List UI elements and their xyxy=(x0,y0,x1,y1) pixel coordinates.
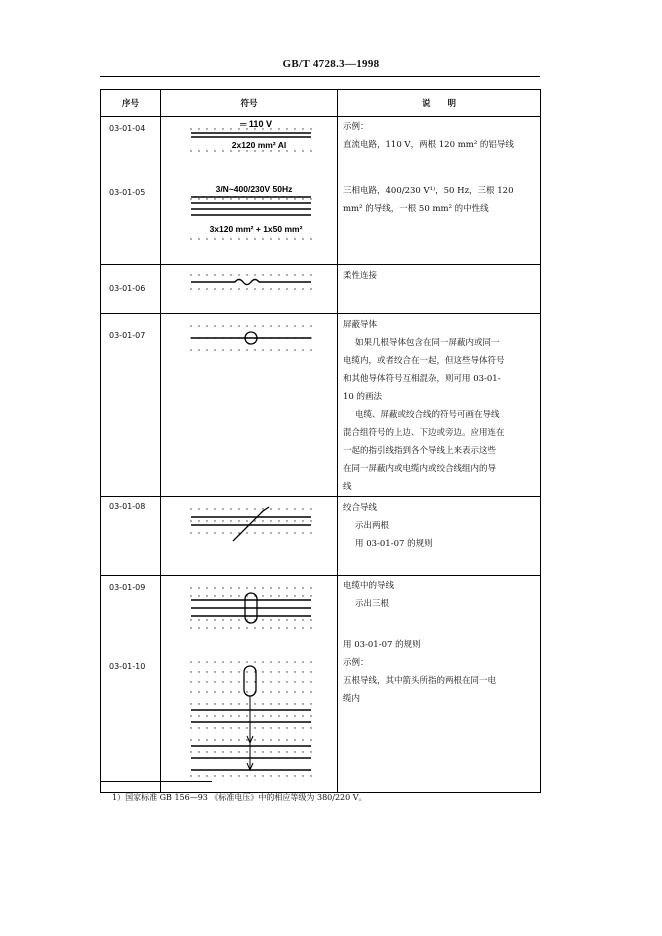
col-symbol-header: 符号 xyxy=(161,90,338,117)
symbol-cell xyxy=(161,497,338,576)
page-header: GB/T 4728.3—1998 xyxy=(282,58,380,70)
desc-line: 示例： xyxy=(343,122,369,132)
desc-line: mm² 的导线，一根 50 mm² 的中性线 xyxy=(343,204,489,214)
desc-line: 混合组符号的上边、下边或旁边。应用连在 xyxy=(343,428,505,438)
row-id: 03-01-06 xyxy=(109,284,146,293)
row-id: 03-01-04 xyxy=(109,124,146,133)
row-number-cell xyxy=(101,265,161,314)
row-id: 03-01-10 xyxy=(109,662,146,671)
table-row xyxy=(101,265,541,314)
desc-line: 缆内 xyxy=(343,694,361,704)
footnote-rule xyxy=(100,781,212,782)
col-number-header: 序号 xyxy=(101,90,161,117)
desc-line: 线 xyxy=(343,482,352,492)
shielded-conductor-symbol xyxy=(161,314,338,486)
dc-voltage-label: ═ 110 V xyxy=(240,119,272,129)
desc-cell xyxy=(338,314,541,497)
dc-circuit-symbol xyxy=(161,117,338,261)
row-number-cell xyxy=(101,497,161,576)
desc-line: 用 03-01-07 的规则 xyxy=(355,539,433,549)
dc-conductor-label: 2x120 mm² Al xyxy=(231,140,287,150)
twisted-conductor-symbol xyxy=(161,497,338,572)
desc-line: 五根导线，其中箭头所指的两根在同一电 xyxy=(343,676,497,686)
desc-line: 在同一屏蔽内或电缆内或绞合线组内的导 xyxy=(343,464,497,474)
desc-line: 示例： xyxy=(343,658,369,668)
symbol-cell xyxy=(161,117,338,265)
symbol-table xyxy=(100,89,541,793)
table-row xyxy=(101,117,541,265)
footnote: 1）国家标准 GB 156—93 《标准电压》中的相应等级为 380/220 V。 xyxy=(112,793,367,802)
desc-cell xyxy=(338,497,541,576)
symbol-cell xyxy=(161,265,338,314)
row-id: 03-01-09 xyxy=(109,583,146,592)
desc-cell xyxy=(338,265,541,314)
desc-line: 屏蔽导体 xyxy=(343,320,378,330)
table-row xyxy=(101,576,541,793)
header-rule xyxy=(100,76,540,77)
table-row xyxy=(101,314,541,497)
desc-line: 如果几根导体包含在同一屏蔽内或同一 xyxy=(355,338,500,348)
desc-line: 示出两根 xyxy=(355,521,390,531)
desc-line: 和其他导体符号互相混杂，则可用 03-01- xyxy=(343,374,501,384)
row-id: 03-01-05 xyxy=(109,188,146,197)
flexible-connection-symbol xyxy=(161,265,338,310)
desc-line: 直流电路，110 V，两根 120 mm² 的铝导线 xyxy=(343,140,514,150)
row-number-cell xyxy=(101,314,161,497)
desc-line: 一起的指引线指到各个导线上来表示这些 xyxy=(343,446,497,456)
symbol-cell xyxy=(161,314,338,497)
row-id: 03-01-07 xyxy=(109,331,146,340)
desc-line: 电缆、屏蔽或绞合线的符号可画在导线 xyxy=(355,410,500,420)
desc-line: 示出三根 xyxy=(355,599,390,609)
ac-voltage-label: 3/N~400/230V 50Hz xyxy=(215,184,293,194)
row-id: 03-01-08 xyxy=(109,502,146,511)
desc-cell xyxy=(338,117,541,265)
desc-line: 绞合导线 xyxy=(343,503,378,513)
desc-line: 柔性连接 xyxy=(343,271,378,281)
col-desc-header: 说 明 xyxy=(338,90,541,117)
row-number-cell xyxy=(101,576,161,793)
table-header-row xyxy=(101,90,541,117)
desc-line: 用 03-01-07 的规则 xyxy=(343,640,421,650)
desc-line: 电缆内，或者绞合在一起，但这些导体符号 xyxy=(343,356,505,366)
desc-line: 电缆中的导线 xyxy=(343,581,395,591)
ac-conductor-label: 3x120 mm² + 1x50 mm² xyxy=(209,224,303,234)
desc-line: 三相电路，400/230 V¹⁾，50 Hz，三根 120 xyxy=(343,186,514,196)
table-row xyxy=(101,497,541,576)
desc-line: 10 的画法 xyxy=(343,392,383,402)
row-number-cell xyxy=(101,117,161,265)
desc-cell xyxy=(338,576,541,793)
cable-conductor-symbol xyxy=(161,576,338,789)
symbol-cell xyxy=(161,576,338,793)
